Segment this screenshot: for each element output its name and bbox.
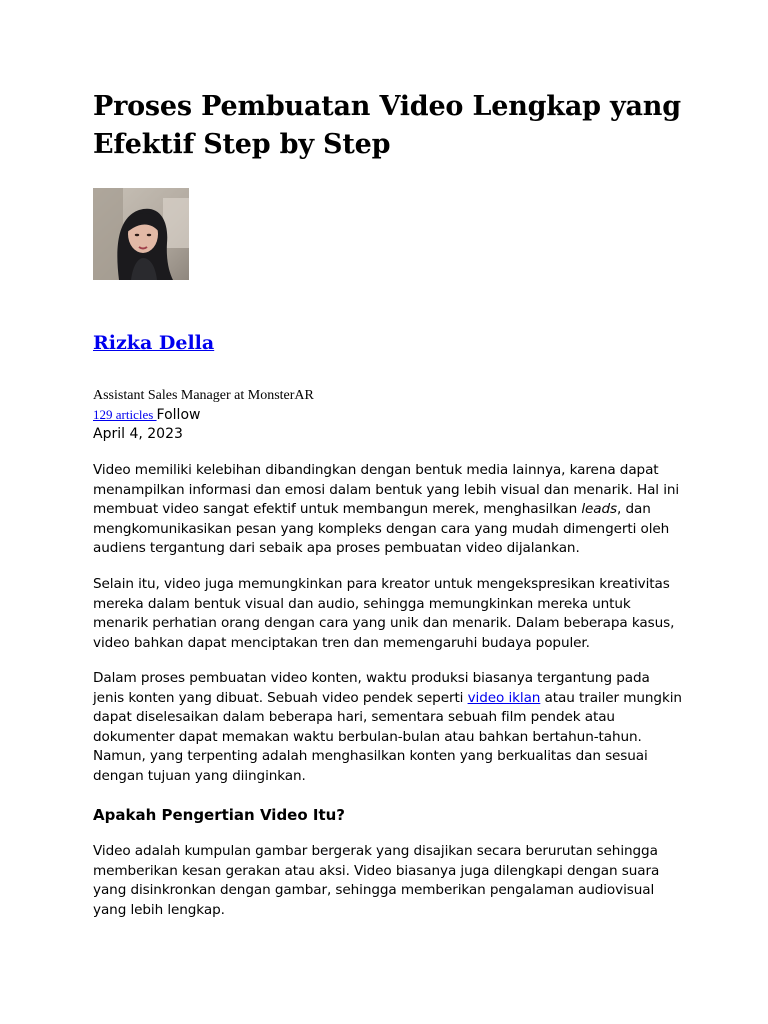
paragraph-1-text-b: , dan mengkomunikasikan pesan yang kompleks dengan cara yang mudah dimengerti oleh audiens tergantung dari sebaik apa proses pembuatan video dijalankan. bbox=[93, 501, 670, 557]
follow-button[interactable]: Follow bbox=[156, 407, 201, 423]
paragraph-3 bbox=[93, 669, 683, 787]
article-title: Proses Pembuatan Video Lengkap yang Efektif Step by Step bbox=[93, 91, 681, 160]
author-avatar[interactable] bbox=[93, 188, 189, 280]
paragraph-3-text-a: Dalam proses pembuatan video konten, waktu produksi biasanya tergantung pada jenis konten yang dibuat. Sebuah video pendek seperti bbox=[93, 670, 650, 706]
paragraph-3-text-b: atau trailer mungkin dapat diselesaikan dalam beberapa hari, sementara sebuah film pendek atau dokumenter dapat memakan waktu berbulan-bulan atau bahkan bertahun-tahun. Namun, yang terpenting adalah menghasilkan konten yang berkualitas dan sesuai dengan tujuan yang diinginkan. bbox=[93, 689, 682, 784]
paragraph-4: Video adalah kumpulan gambar bergerak yang disajikan secara berurutan sehingga memberikan kesan gerakan atau aksi. Video biasanya juga dilengkapi dengan suara yang disinkronkan dengan gambar, sehingga memberikan pengalaman audiovisual yang lebih lengkap. bbox=[93, 843, 660, 918]
author-follow-line bbox=[93, 405, 200, 425]
paragraph-2: Selain itu, video juga memungkinkan para kreator untuk mengekspresikan kreativitas mereka dalam bentuk visual dan audio, sehingga memungkinkan mereka untuk menarik perhatian orang dengan cara yang unik dan menarik. Dalam beberapa kasus, video bahkan dapat menciptakan tren dan memengaruhi budaya populer. bbox=[93, 576, 675, 651]
articles-count-link[interactable]: 129 articles bbox=[93, 407, 157, 422]
section-heading: Apakah Pengertian Video Itu? bbox=[93, 806, 346, 824]
author-name bbox=[93, 330, 214, 356]
paragraph-1 bbox=[93, 461, 683, 559]
author-role: Assistant Sales Manager at MonsterAR bbox=[93, 388, 314, 403]
paragraph-1-text-a: Video memiliki kelebihan dibandingkan dengan bentuk media lainnya, karena dapat menampilkan informasi dan emosi dalam bentuk yang lebih visual dan menarik. Hal ini membuat video sangat efektif untuk membangun merek, menghasilkan bbox=[93, 462, 680, 518]
avatar-photo-icon bbox=[93, 188, 189, 280]
publish-date: April 4, 2023 bbox=[93, 426, 183, 442]
video-iklan-link[interactable]: video iklan bbox=[467, 689, 541, 706]
author-name-link[interactable]: Rizka Della bbox=[93, 332, 215, 354]
paragraph-1-emphasis: leads bbox=[581, 501, 618, 518]
